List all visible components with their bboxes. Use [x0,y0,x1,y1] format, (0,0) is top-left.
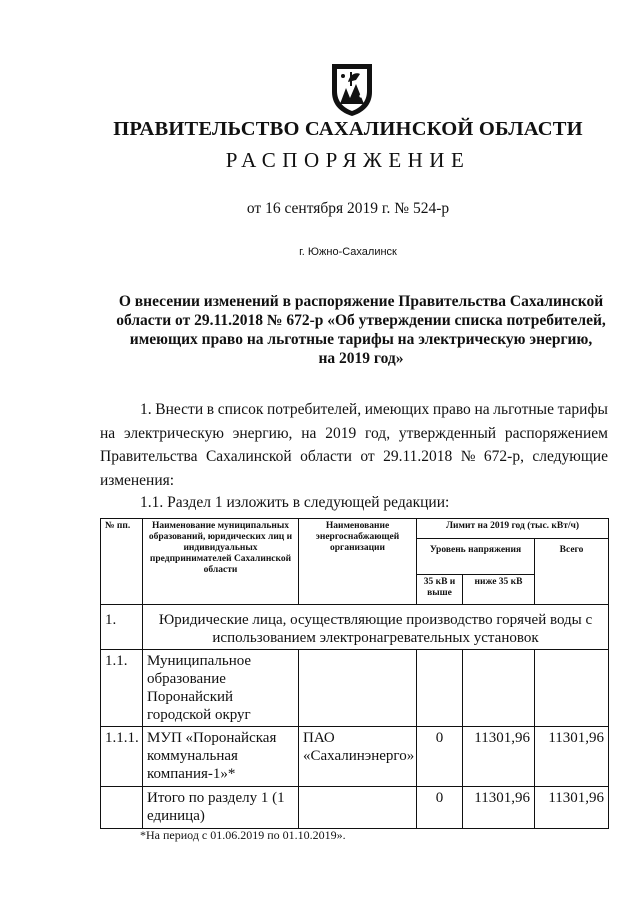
paragraph-word: список [217,401,264,418]
paragraph-word: на [301,424,317,442]
row-35kv [417,650,463,727]
table-row [101,650,609,727]
main-paragraph [100,398,608,492]
paragraph-word: утвержденный [398,424,497,442]
header-num: № пп. [101,519,143,605]
paragraph-line [100,422,608,446]
row-name: Муниципальное образование Поронайский городской округ [143,650,299,727]
paragraph-word: год, [365,424,391,442]
paragraph-word: на [474,401,490,418]
header-name: Наименование муниципальных образований, юридических лиц и индивидуальных предпринимателей Сахалинской области [143,519,299,605]
row-total: 11301,96 [535,727,609,787]
header-limit: Лимит на 2019 год (тыс. кВт/ч) [417,519,609,539]
paragraph-word: № [460,448,476,465]
city-name: г. Южно-Сахалинск [299,246,397,258]
header-below-35kv: ниже 35 кВ [463,575,535,605]
row-supplier: ПАО «Сахалинэнерго» [299,727,417,787]
subject-line: области от 29.11.2018 № 672-р «Об утверждении списка потребителей, [116,312,606,329]
paragraph-word: Правительства [100,448,198,465]
paragraph-word: тарифы [557,401,608,418]
paragraph-word: 2019 [325,424,357,442]
subject-line: О внесении изменений в распоряжение Правительства Сахалинской [118,293,604,310]
paragraph-word: электрическую [124,424,224,442]
paragraph-word: в [206,401,215,418]
paragraph-word: право [432,401,471,418]
row-name: МУП «Поронайская коммунальная компания-1»* [143,727,299,787]
footnote: *На период с 01.06.2019 по 01.10.2019». [140,828,346,842]
table-row [101,605,609,650]
row-below-35kv [463,650,535,727]
row-total: 11301,96 [535,787,609,829]
row-num: 1.1.1. [101,727,143,787]
table-row [101,727,609,787]
document-type: РАСПОРЯЖЕНИЕ [225,148,471,172]
paragraph-word: энергию, [232,424,293,442]
row-name: Итого по разделу 1 (1 единица) [143,787,299,829]
paragraph-word: Сахалинской [205,448,292,465]
header-supplier: Наименование энергоснабжающей организации [299,519,417,605]
paragraph-word: 1. [140,401,152,418]
paragraph-word: следующие [532,448,608,465]
paragraph-word: на [100,424,116,442]
paragraph-line [100,398,608,422]
subparagraph: 1.1. Раздел 1 изложить в следующей редакции: [140,494,450,511]
section-text: Юридические лица, осуществляющие производство горячей воды с использованием электронагревательных установок [143,605,609,650]
paragraph-word: 29.11.2018 [383,448,453,465]
decree-subject [110,292,612,368]
consumer-table [100,518,609,829]
government-title: ПРАВИТЕЛЬСТВО САХАЛИНСКОЙ ОБЛАСТИ [113,118,583,140]
row-below-35kv: 11301,96 [463,727,535,787]
paragraph-word: от [360,448,375,465]
row-num: 1.1. [101,650,143,727]
subject-line: на 2019 год» [318,350,404,367]
row-supplier [299,650,417,727]
paragraph-line [100,469,608,493]
paragraph-word: изменения: [100,471,175,489]
table-row [101,787,609,829]
paragraph-word: имеющих [364,401,430,418]
paragraph-line [100,445,608,469]
subject-line: имеющих право на льготные тарифы на электрическую энергию, [129,331,593,348]
row-below-35kv: 11301,96 [463,787,535,829]
header-total: Всего [535,539,609,605]
row-supplier [299,787,417,829]
paragraph-word: распоряжением [504,424,608,442]
paragraph-word: 672-р, [483,448,524,465]
table-header-row [101,519,609,539]
row-35kv: 0 [417,727,463,787]
paragraph-word: льготные [493,401,554,418]
section-num: 1. [101,605,143,650]
paragraph-word: области [300,448,352,465]
header-voltage: Уровень напряжения [417,539,535,575]
paragraph-word: Внести [155,401,204,418]
header-35kv: 35 кВ и выше [417,575,463,605]
row-num [101,787,143,829]
coat-of-arms-icon [326,58,378,118]
document-dateline: от 16 сентября 2019 г. № 524-р [246,200,450,217]
paragraph-word: потребителей, [267,401,362,418]
row-35kv: 0 [417,787,463,829]
row-total [535,650,609,727]
